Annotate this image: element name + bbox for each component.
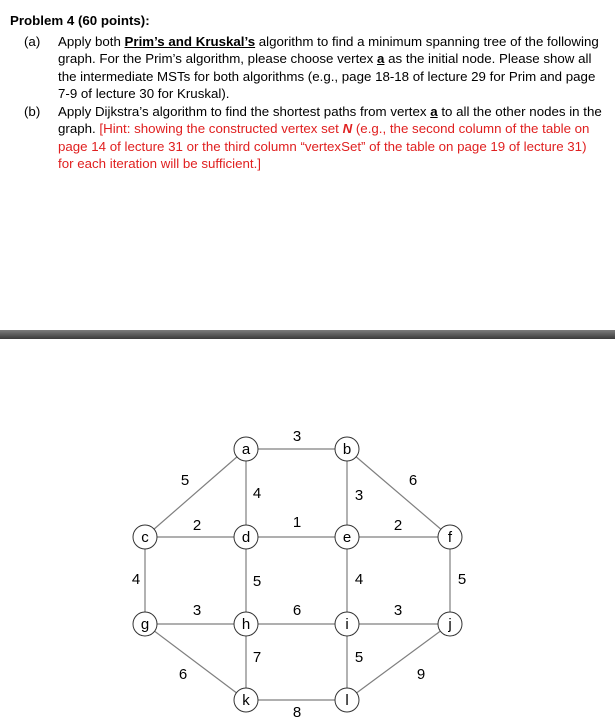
part-a-label: (a) xyxy=(24,33,41,49)
node-label-g: g xyxy=(140,616,150,633)
part-b-text-2: to all the other nodes in the graph. xyxy=(58,103,602,136)
part-a-algorithms: Prim’s and Kruskal’s xyxy=(124,33,256,49)
weight-b-f: 6 xyxy=(408,472,418,489)
weight-e-f: 2 xyxy=(393,517,403,534)
weight-k-l: 8 xyxy=(292,704,302,721)
weight-h-k: 7 xyxy=(252,649,262,666)
weight-g-h: 3 xyxy=(192,602,202,619)
weight-d-h: 5 xyxy=(252,573,262,590)
node-label-k: k xyxy=(242,692,250,709)
weight-i-l: 5 xyxy=(354,649,364,666)
part-a-text-3: as the initial node. Please show all the intermediate MSTs for both algorithms (e.g., page 18-18 of lecture 29 for Prim and page 7-9 of lecture 30 for Kruskal). xyxy=(58,51,596,101)
part-a-text-2: algorithm to find a minimum spanning tree of the following graph. For the Prim’s algorithm, please choose vertex xyxy=(58,33,599,66)
part-b-text-1: Apply Dijkstra’s algorithm to find the shortest paths from vertex xyxy=(58,103,431,119)
edge-g-k xyxy=(145,624,246,700)
weight-i-j: 3 xyxy=(393,602,403,619)
weight-c-g: 4 xyxy=(131,571,141,588)
part-a-text-1: Apply both xyxy=(58,33,125,49)
edge-weights xyxy=(132,428,466,721)
node-label-e: e xyxy=(342,529,352,546)
weight-a-c: 5 xyxy=(180,472,190,489)
node-label-j: j xyxy=(448,616,452,633)
weight-j-l: 9 xyxy=(416,666,426,683)
weight-a-b: 3 xyxy=(292,428,302,445)
graph-edges xyxy=(145,449,450,700)
node-label-a: a xyxy=(241,441,251,458)
node-label-h: h xyxy=(241,616,251,633)
node-label-d: d xyxy=(241,529,251,546)
part-b-hint-1: [Hint: showing the constructed vertex set xyxy=(99,121,343,136)
problem-title: Problem 4 (60 points): xyxy=(10,13,150,28)
weight-g-k: 6 xyxy=(178,666,188,683)
weight-c-d: 2 xyxy=(192,517,202,534)
weight-a-d: 4 xyxy=(252,485,262,502)
node-label-b: b xyxy=(342,441,352,458)
part-a-vertex: a xyxy=(377,51,385,66)
part-b-vertex: a xyxy=(430,103,438,119)
node-label-i: i xyxy=(345,616,349,633)
node-label-f: f xyxy=(447,529,453,546)
node-label-c: c xyxy=(141,529,149,546)
weight-h-i: 6 xyxy=(292,602,302,619)
weight-e-i: 4 xyxy=(354,571,364,588)
node-label-l: l xyxy=(345,692,349,709)
part-b-label: (b) xyxy=(24,103,41,119)
part-b-hint-2: (e.g., the second column of the table on page 14 of lecture 31 or the third column “vertexSet” of the table on page 19 of lecture 31) for each iteration will be sufficient.] xyxy=(58,121,590,171)
weight-f-j: 5 xyxy=(457,571,467,588)
weight-d-e: 1 xyxy=(292,514,302,531)
weight-b-e: 3 xyxy=(354,487,364,504)
part-b-hint-set: N xyxy=(342,121,353,136)
